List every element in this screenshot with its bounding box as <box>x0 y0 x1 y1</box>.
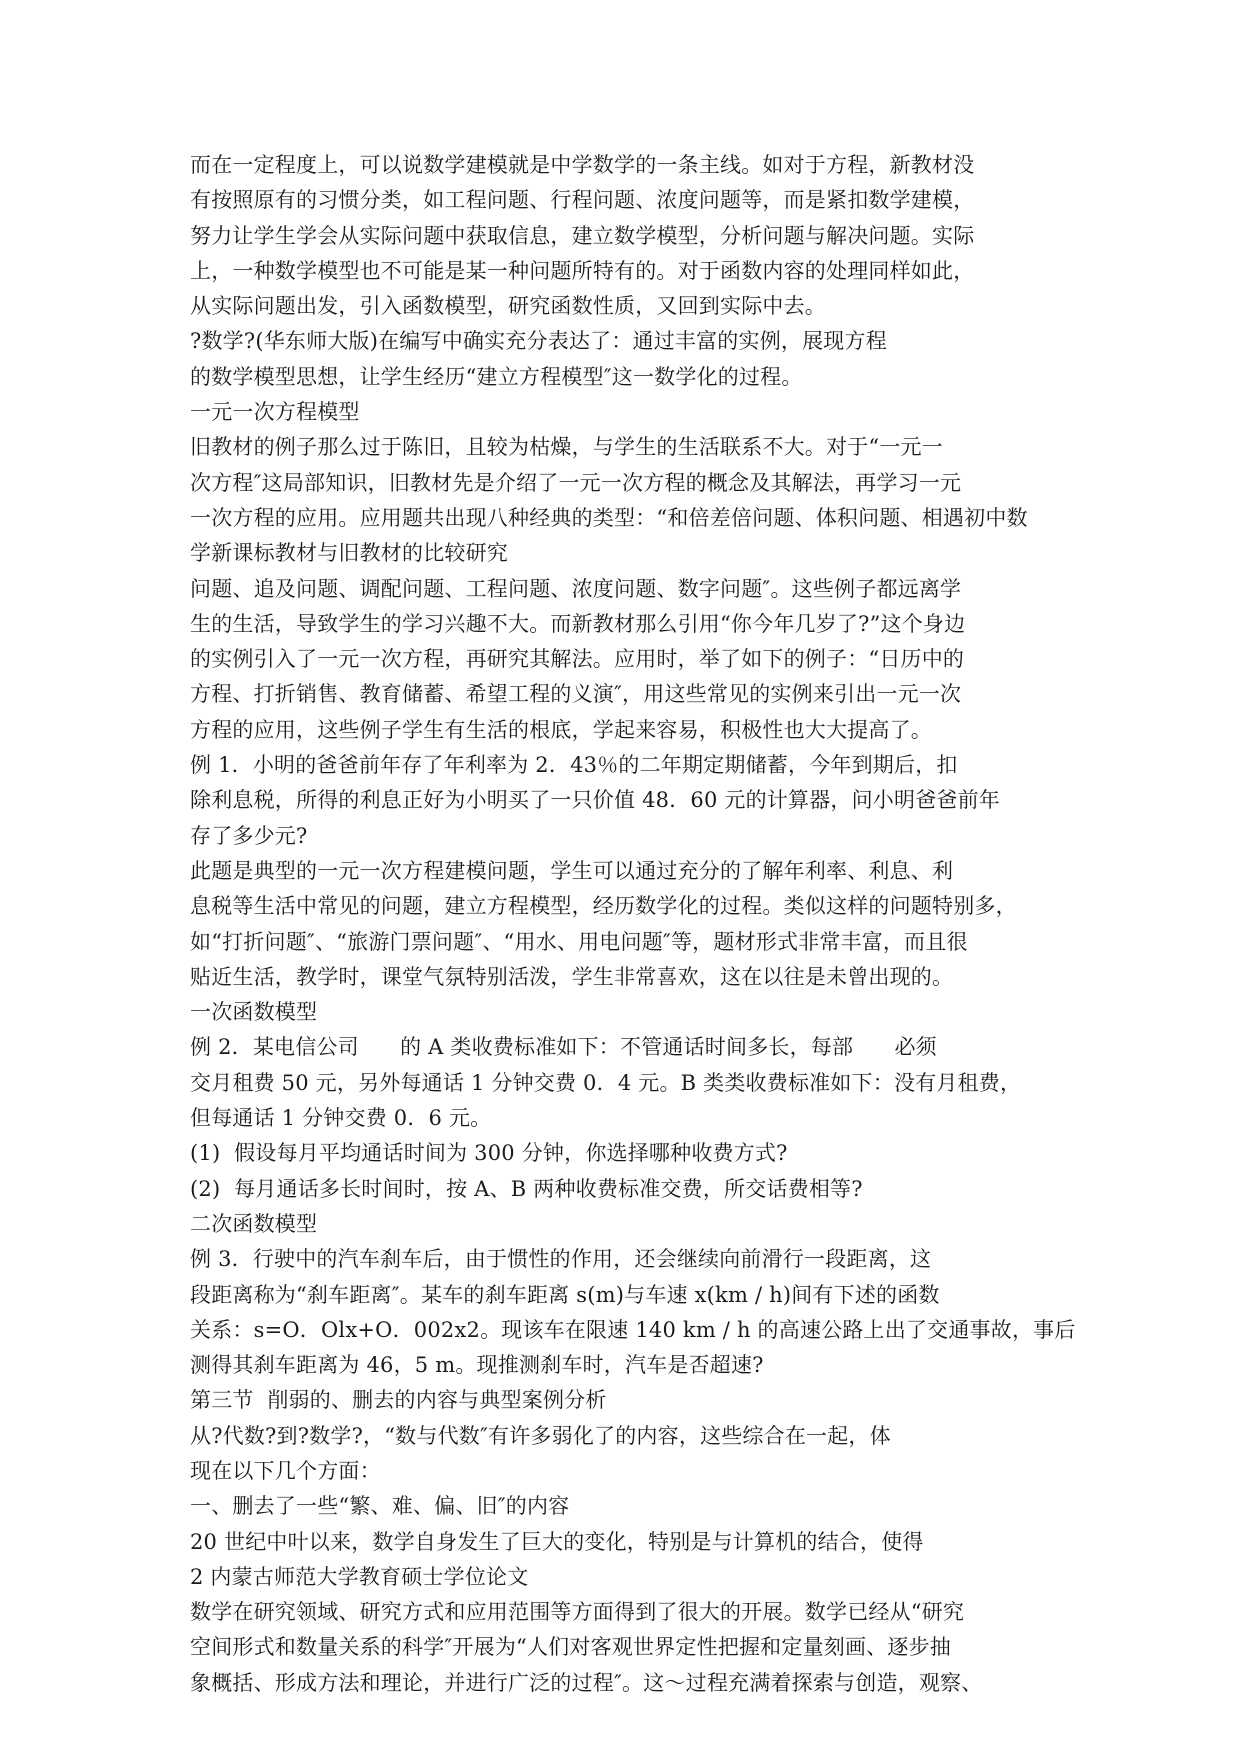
text-line: 努力让学生学会从实际问题中获取信息，建立数学模型，分析问题与解决问题。实际 <box>190 223 975 248</box>
text-line: 二次函数模型 <box>190 1211 318 1236</box>
text-line: 一、删去了一些“繁、难、偏、旧″的内容 <box>190 1494 570 1519</box>
text-line: ?数学?(华东师大版)在编写中确实充分表达了：通过丰富的实例，展现方程 <box>190 329 887 354</box>
text-line: 方程的应用，这些例子学生有生活的根底，学起来容易，积极性也大大提高了。 <box>190 717 932 742</box>
text-line: 存了多少元? <box>190 823 308 848</box>
text-line: 而在一定程度上，可以说数学建模就是中学数学的一条主线。如对于方程，新教材没 <box>190 153 975 177</box>
text-line: 有按照原有的习惯分类，如工程问题、行程问题、浓度问题等，而是紧扣数学建模， <box>190 188 975 213</box>
text-line: 息税等生活中常见的问题，建立方程模型，经历数学化的过程。类似这样的问题特别多， <box>190 894 1017 919</box>
text-line: 例 2．某电信公司 的 A 类收费标准如下：不管通话时间多长，每部 必须 <box>190 1035 937 1060</box>
text-line: 除利息税，所得的利息正好为小明买了一只价值 48．60 元的计算器，问小明爸爸前年 <box>190 788 1000 813</box>
text-line: (2) 每月通话多长时间时，按 A、B 两种收费标准交费，所交话费相等? <box>190 1176 863 1201</box>
text-line: 象概括、形成方法和理论，并进行广泛的过程″。这～过程充满着探索与创造，观察、 <box>190 1670 983 1695</box>
document-body <box>190 148 1076 1701</box>
text-line: 但每通话 1 分钟交费 0．6 元。 <box>190 1106 492 1131</box>
text-line: 学新课标教材与旧教材的比较研究 <box>190 541 508 566</box>
text-line: 贴近生活，教学时，课堂气氛特别活泼，学生非常喜欢，这在以往是未曾出现的。 <box>190 964 954 989</box>
text-line: 生的生活，导致学生的学习兴趣不大。而新教材那么引用“你今年几岁了?”这个身边 <box>190 611 966 636</box>
text-line: 问题、追及问题、调配问题、工程问题、浓度问题、数字问题″。这些例子都远离学 <box>190 576 962 601</box>
text-line: 的实例引入了一元一次方程，再研究其解法。应用时，举了如下的例子：“日历中的 <box>190 647 965 672</box>
text-line: 方程、打折销售、教育储蓄、希望工程的义演″，用这些常见的实例来引出一元一次 <box>190 682 962 707</box>
text-line: 例 1．小明的爸爸前年存了年利率为 2．43％的二年期定期储蓄，今年到期后，扣 <box>190 753 958 778</box>
text-line: 一次方程的应用。应用题共出现八种经典的类型：“和倍差倍问题、体积问题、相遇初中数 <box>190 505 1028 530</box>
text-line: 段距离称为“刹车距离″。某车的刹车距离 s(m)与车速 x(km / h)间有下述的函数 <box>190 1282 940 1307</box>
text-line: 一次函数模型 <box>190 1000 318 1025</box>
text-line: 旧教材的例子那么过于陈旧，且较为枯燥，与学生的生活联系不大。对于“一元一 <box>190 435 943 460</box>
text-line: 关系：s=O．Olx+O．002x2。现该车在限速 140 km / h 的高速公路上出了交通事故，事后 <box>190 1317 1076 1342</box>
text-line: 一元一次方程模型 <box>190 400 360 425</box>
text-line: 20 世纪中叶以来，数学自身发生了巨大的变化，特别是与计算机的结合，使得 <box>190 1529 924 1554</box>
text-line: 数学在研究领域、研究方式和应用范围等方面得到了很大的开展。数学已经从“研究 <box>190 1600 965 1625</box>
text-line: 测得其刹车距离为 46，5 m。现推测刹车时，汽车是否超速? <box>190 1353 764 1378</box>
text-line: 从实际问题出发，引入函数模型，研究函数性质，又回到实际中去。 <box>190 294 826 319</box>
text-line: 第三节 削弱的、删去的内容与典型案例分析 <box>190 1388 607 1413</box>
text-line: 上，一种数学模型也不可能是某一种问题所特有的。对于函数内容的处理同样如此， <box>190 258 975 283</box>
text-line: 2 内蒙古师范大学教育硕士学位论文 <box>190 1564 529 1589</box>
text-line: 的数学模型思想，让学生经历“建立方程模型″这一数学化的过程。 <box>190 364 803 389</box>
text-line: 现在以下几个方面： <box>190 1458 381 1483</box>
text-line: 交月租费 50 元，另外每通话 1 分钟交费 0．4 元。B 类类收费标准如下：没有月租费， <box>190 1070 1022 1095</box>
text-line: 从?代数?到?数学?，“数与代数″有许多弱化了的内容，这些综合在一起，体 <box>190 1423 891 1448</box>
text-line: 次方程″这局部知识，旧教材先是介绍了一元一次方程的概念及其解法，再学习一元 <box>190 470 962 495</box>
text-line: (1) 假设每月平均通话时间为 300 分钟，你选择哪种收费方式? <box>190 1141 788 1166</box>
text-line: 此题是典型的一元一次方程建模问题，学生可以通过充分的了解年利率、利息、利 <box>190 858 954 883</box>
text-line: 例 3．行驶中的汽车刹车后，由于惯性的作用，还会继续向前滑行一段距离，这 <box>190 1247 932 1272</box>
text-line: 如“打折问题″、“旅游门票问题″、“用水、用电问题″等，题材形式非常丰富，而且很 <box>190 929 968 954</box>
text-line: 空间形式和数量关系的科学″开展为“人们对客观世界定性把握和定量刻画、逐步抽 <box>190 1635 951 1660</box>
